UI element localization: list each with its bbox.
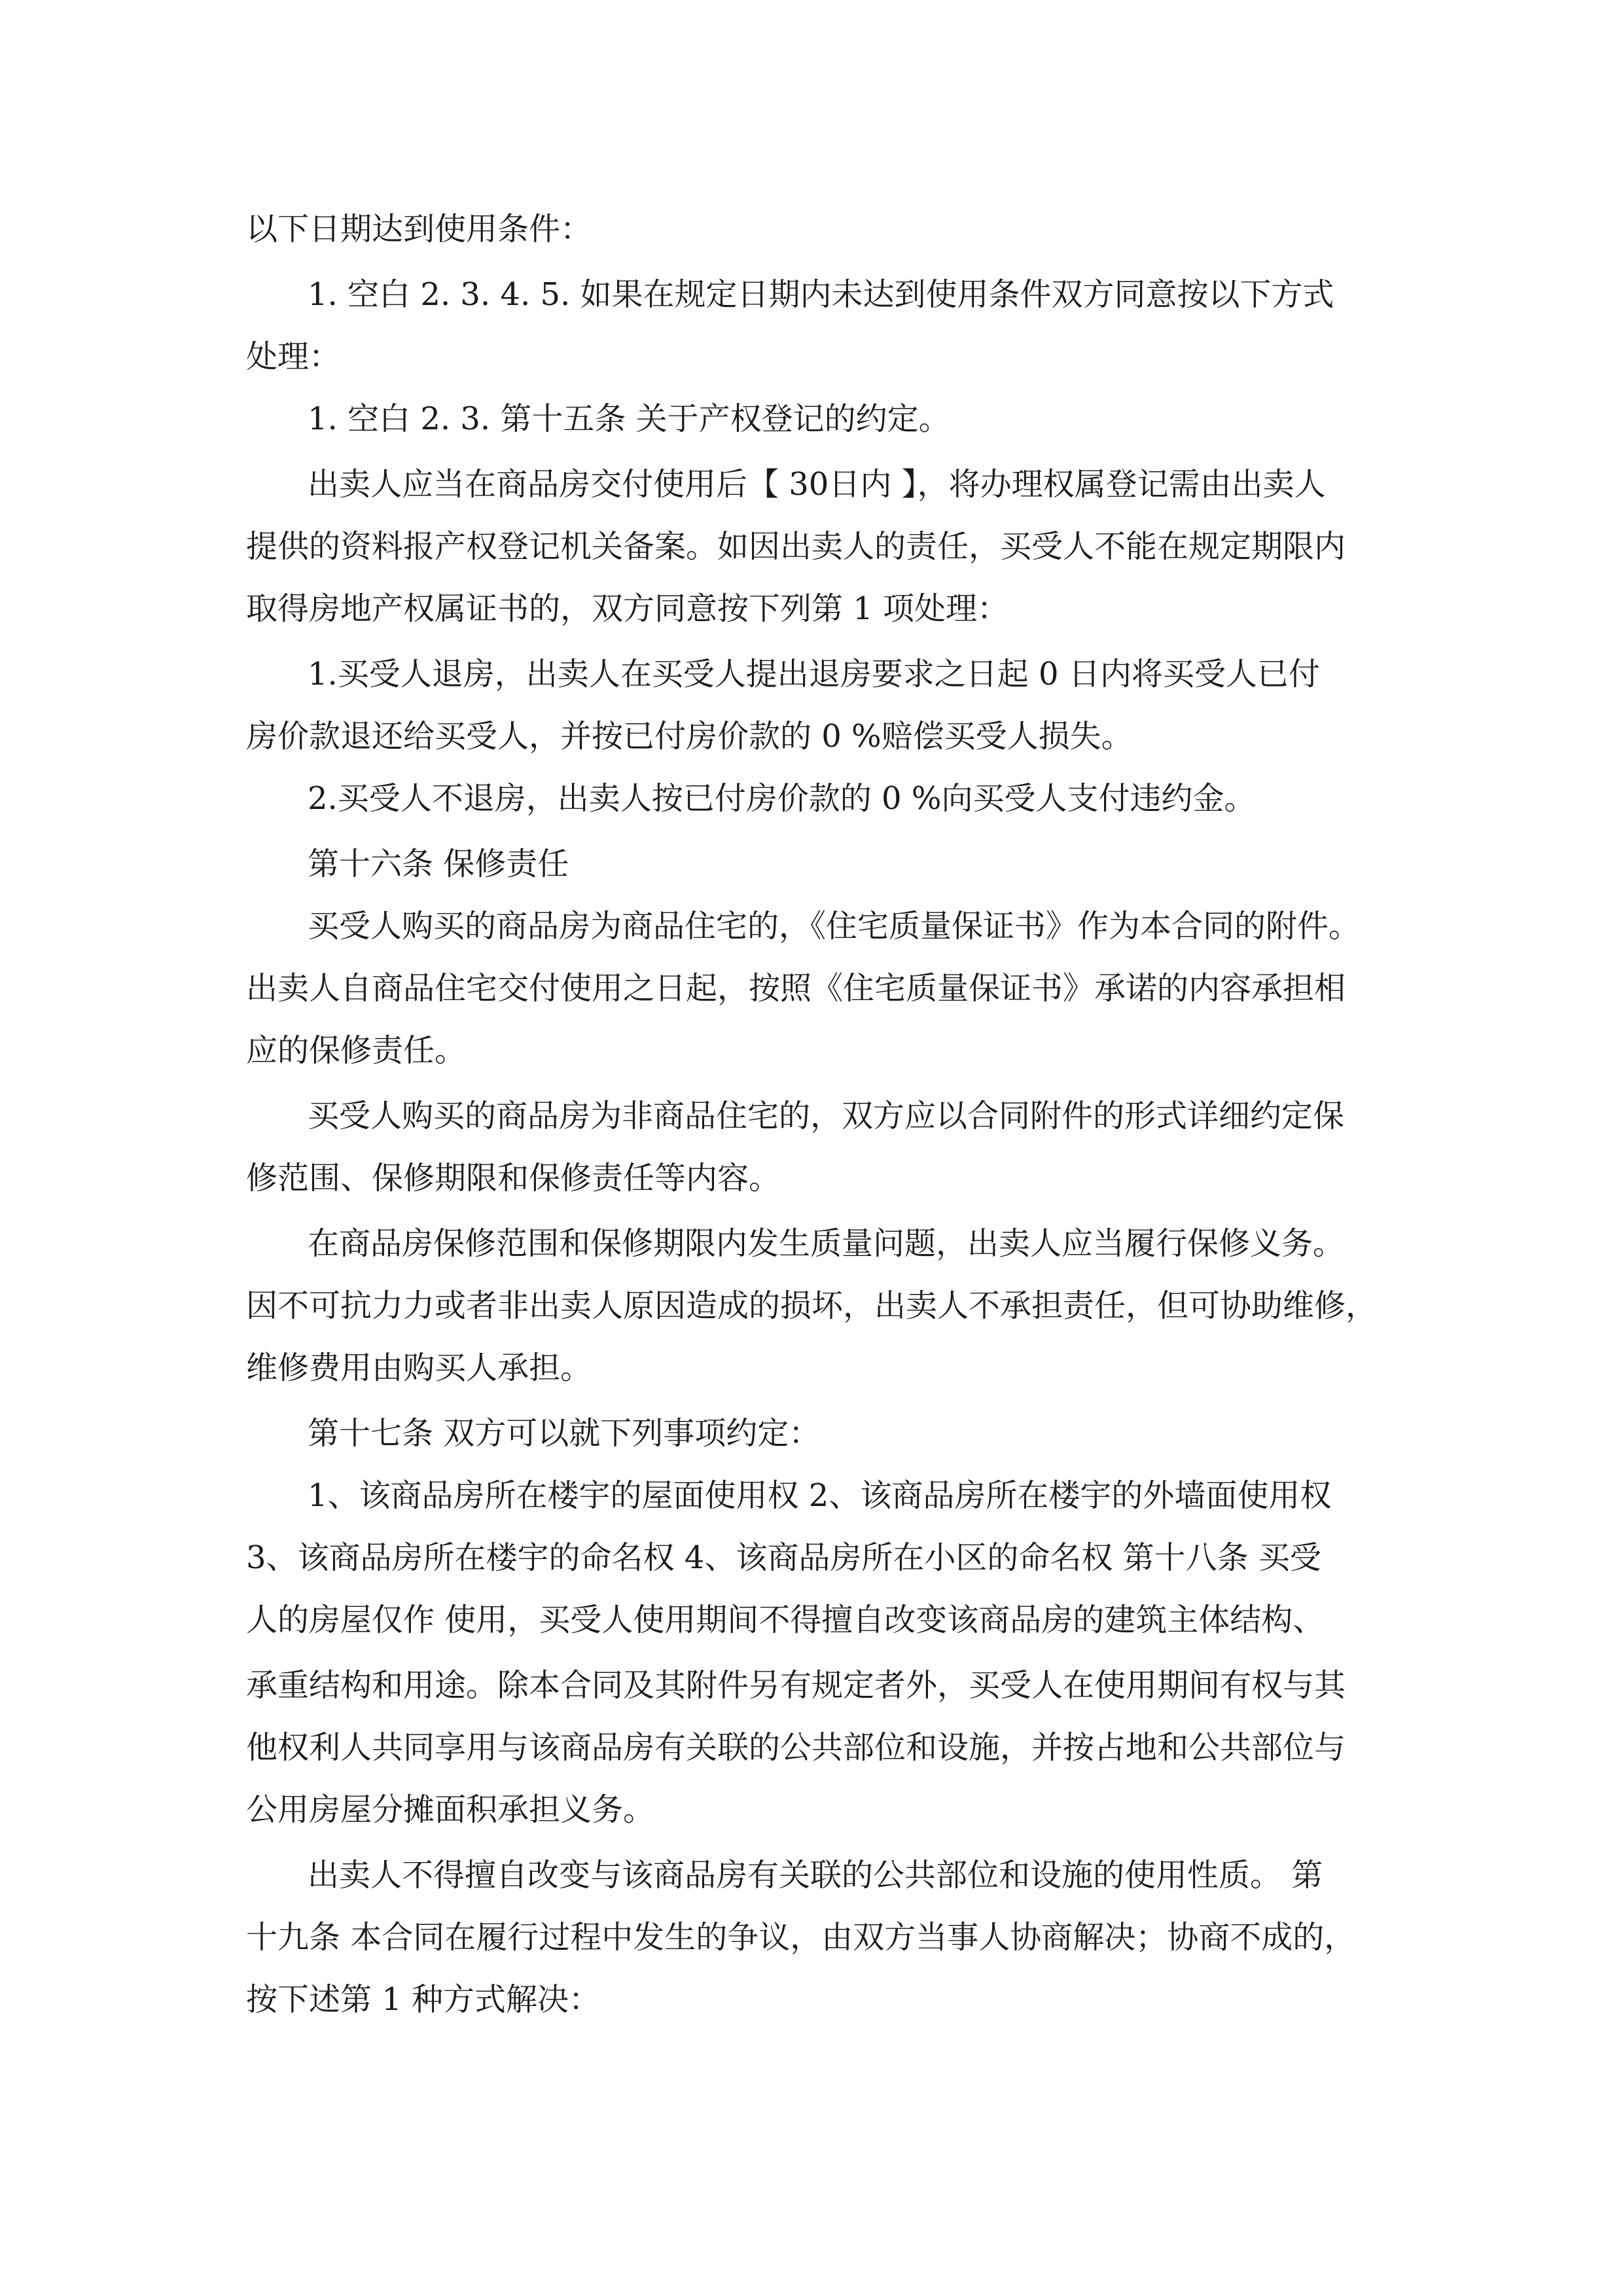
text-line: 1.买受人退房，出卖人在买受人提出退房要求之日起 0 日内将买受人已付 (308, 656, 1320, 692)
section-heading: 第十六条 保修责任 (308, 846, 569, 882)
text-line: 2.买受人不退房，出卖人按已付房价款的 0 %向买受人支付违约金。 (308, 780, 1256, 817)
text-line: 出卖人应当在商品房交付使用后【 30日内 】，将办理权属登记需由出卖人 (308, 466, 1326, 503)
text-line: 出卖人自商品住宅交付使用之日起，按照《住宅质量保证书》承诺的内容承担相 (246, 970, 1346, 1007)
text-line: 应的保修责任。 (246, 1032, 467, 1069)
text-line: 提供的资料报产权登记机关备案。如因出卖人的责任，买受人不能在规定期限内 (246, 528, 1346, 565)
text-line: 维修费用由购买人承担。 (246, 1350, 592, 1386)
text-line: 房价款退还给买受人，并按已付房价款的 0 %赔偿买受人损失。 (246, 718, 1133, 755)
text-line: 出卖人不得擅自改变与该商品房有关联的公共部位和设施的使用性质。 第 (308, 1857, 1323, 1893)
text-line: 人的房屋仅作 使用，买受人使用期间不得擅自改变该商品房的建筑主体结构、 (246, 1602, 1325, 1638)
text-line: 1. 空白 2. 3. 4. 5. 如果在规定日期内未达到使用条件双方同意按以下方式 (308, 276, 1334, 313)
text-line: 十九条 本合同在履行过程中发生的争议，由双方当事人协商解决；协商不成的， (246, 1919, 1356, 1956)
text-line: 按下述第 1 种方式解决： (246, 1981, 601, 2018)
text-line: 修范围、保修期限和保修责任等内容。 (246, 1160, 781, 1196)
text-line: 处理： (246, 338, 341, 375)
text-line: 1、该商品房所在楼宇的屋面使用权 2、该商品房所在楼宇的外墙面使用权 (308, 1477, 1332, 1514)
text-line: 在商品房保修范围和保修期限内发生质量问题，出卖人应当履行保修义务。 (308, 1225, 1345, 1262)
text-line: 他权利人共同享用与该商品房有关联的公共部位和设施，并按占地和公共部位与 (246, 1729, 1346, 1766)
text-line: 以下日期达到使用条件： (246, 211, 592, 247)
section-heading: 第十七条 双方可以就下列事项约定： (308, 1415, 821, 1452)
text-line: 3、该商品房所在楼宇的命名权 4、该商品房所在小区的命名权 第十八条 买受 (246, 1539, 1321, 1576)
text-line: 取得房地产权属证书的，双方同意按下列第 1 项处理： (246, 590, 1009, 627)
text-line: 买受人购买的商品房为商品住宅的，《住宅质量保证书》作为本合同的附件。 (308, 908, 1361, 944)
text-line: 公用房屋分摊面积承担义务。 (246, 1791, 655, 1828)
text-line: 承重结构和用途。除本合同及其附件另有规定者外，买受人在使用期间有权与其 (246, 1667, 1346, 1704)
text-line: 买受人购买的商品房为非商品住宅的，双方应以合同附件的形式详细约定保 (308, 1098, 1345, 1134)
text-line: 因不可抗力力或者非出卖人原因造成的损坏，出卖人不承担责任，但可协助维修， (246, 1287, 1378, 1324)
text-line: 1. 空白 2. 3. 第十五条 关于产权登记的约定。 (308, 401, 950, 437)
